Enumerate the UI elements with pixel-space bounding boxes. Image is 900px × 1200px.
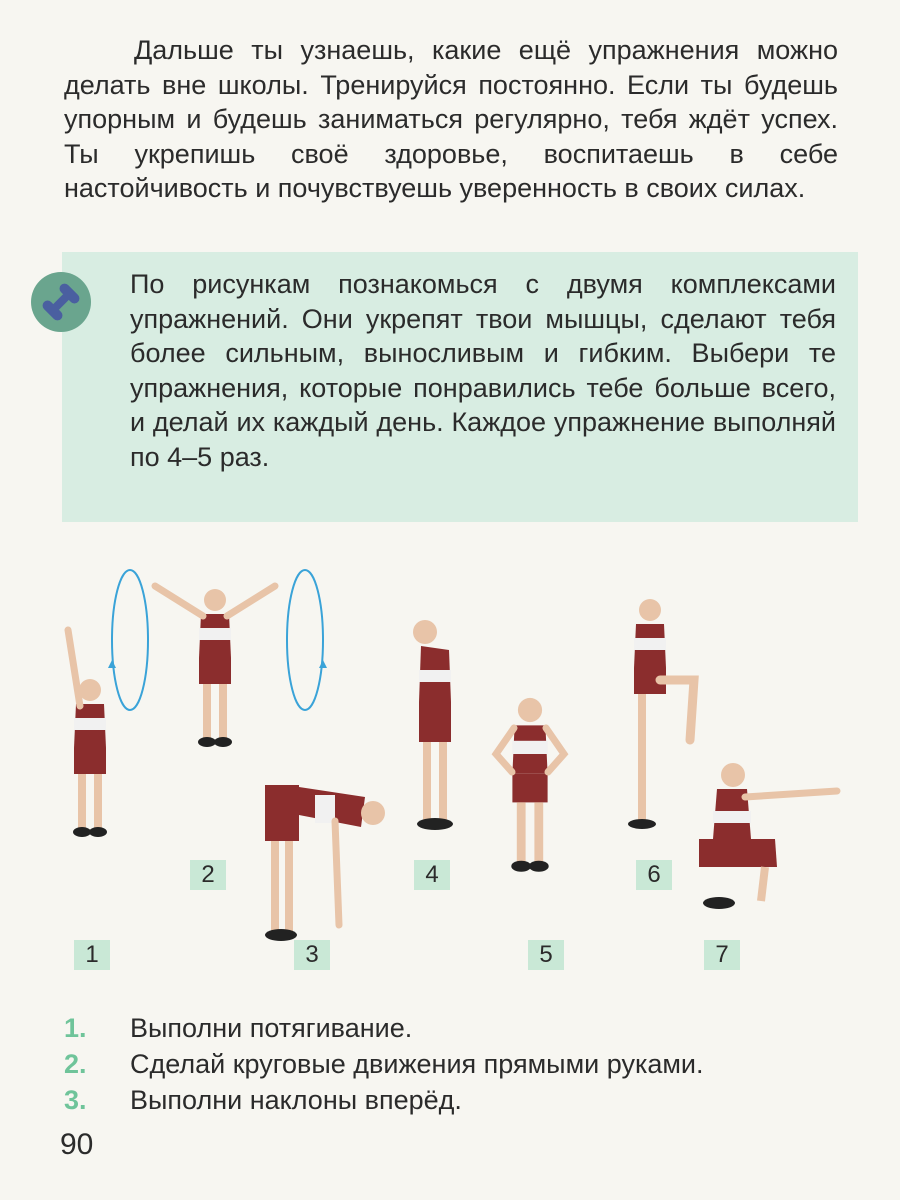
intro-paragraph: Дальше ты узнаешь, какие ещё упражнения можно делать вне школы. Тренируйся постоянно. Если ты будешь упорным и будешь заниматься регулярно, тебя ждёт успех. Ты укрепишь своё здоровье, воспитаешь в себе настойчивость и почувствуешь уверенность в своих силах. xyxy=(64,35,838,203)
figure-label-2: 2 xyxy=(190,860,226,890)
task-paragraph: По рисункам познакомься с двумя комплексами упражнений. Они укрепят твои мышцы, сделают тебя более сильным, выносливым и гибким. Выбери те упражнения, которые понравились тебе больше всего, и делай их каждый день. Каждое упражнение выполняй по 4–5 раз. xyxy=(130,269,836,472)
step-text: Выполни потягивание. xyxy=(130,1013,413,1043)
figure-5 xyxy=(496,698,564,872)
step-number: 3. xyxy=(64,1085,87,1115)
figure-label-3: 3 xyxy=(294,940,330,970)
steps-list xyxy=(64,1010,854,1118)
step-text: Сделай круговые движения прямыми руками. xyxy=(130,1049,704,1079)
step-number: 1. xyxy=(64,1013,87,1043)
figure-label-5: 5 xyxy=(528,940,564,970)
figure-label-4: 4 xyxy=(414,860,450,890)
figure-7 xyxy=(699,763,837,909)
page-number: 90 xyxy=(60,1128,94,1161)
list-item xyxy=(64,1046,854,1082)
dumbbell-icon xyxy=(26,270,96,334)
figure-1 xyxy=(68,630,107,837)
step-number: 2. xyxy=(64,1049,87,1079)
figure-label-7: 7 xyxy=(704,940,740,970)
figure-label-6: 6 xyxy=(636,860,672,890)
figure-label-1: 1 xyxy=(74,940,110,970)
figure-3 xyxy=(265,785,385,941)
figure-2 xyxy=(108,570,327,747)
step-text: Выполни наклоны вперёд. xyxy=(130,1085,462,1115)
list-item xyxy=(64,1082,854,1118)
figure-4 xyxy=(413,620,453,830)
figure-6 xyxy=(628,599,694,829)
exercise-figures xyxy=(60,560,860,980)
list-item xyxy=(64,1010,854,1046)
